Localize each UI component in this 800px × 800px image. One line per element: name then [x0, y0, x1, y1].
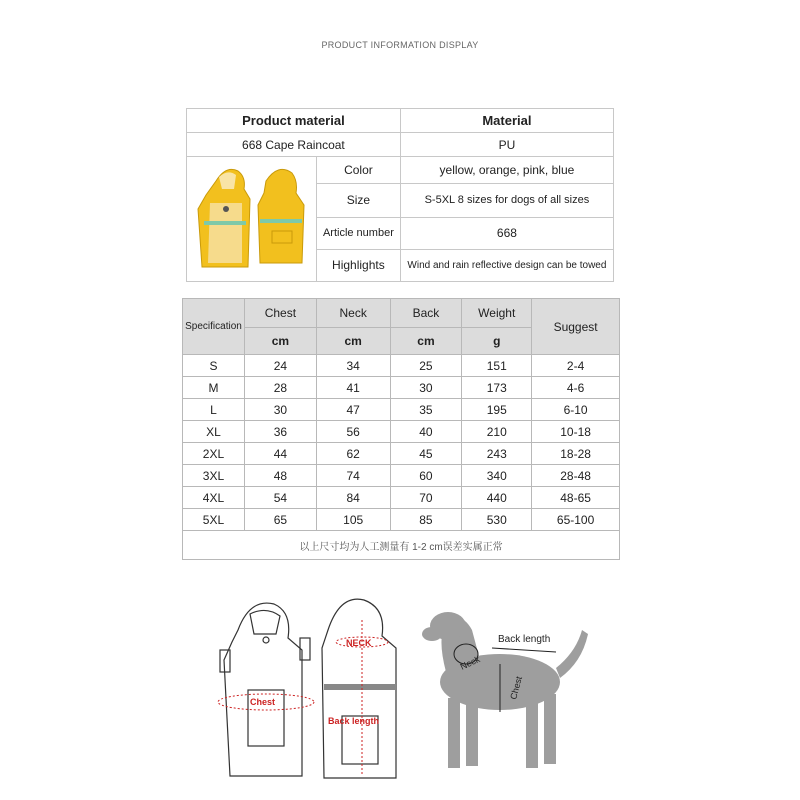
value-cell: 6-10 [532, 399, 620, 421]
size-cell: 5XL [183, 509, 245, 531]
value-cell: 34 [316, 355, 390, 377]
product-image [187, 157, 317, 282]
value-cell: 25 [390, 355, 462, 377]
product-material-label: Product material [187, 109, 401, 133]
chest-header: Chest [244, 299, 316, 328]
value-cell: 105 [316, 509, 390, 531]
dog-neck-label: Neck [458, 654, 482, 672]
size-row [183, 465, 620, 487]
value-cell: 243 [462, 443, 532, 465]
size-cell: 3XL [183, 465, 245, 487]
weight-unit: g [462, 328, 532, 355]
size-cell: M [183, 377, 245, 399]
value-cell: 41 [316, 377, 390, 399]
size-cell: 4XL [183, 487, 245, 509]
value-cell: 210 [462, 421, 532, 443]
highlights-label: Highlights [316, 249, 400, 281]
value-cell: 28-48 [532, 465, 620, 487]
value-cell: 56 [316, 421, 390, 443]
neck-unit: cm [316, 328, 390, 355]
size-row [183, 509, 620, 531]
size-cell: S [183, 355, 245, 377]
size-row [183, 487, 620, 509]
value-cell: 44 [244, 443, 316, 465]
value-cell: 440 [462, 487, 532, 509]
value-cell: 48 [244, 465, 316, 487]
value-cell: 173 [462, 377, 532, 399]
value-cell: 2-4 [532, 355, 620, 377]
size-row [183, 377, 620, 399]
page-header: PRODUCT INFORMATION DISPLAY [321, 40, 479, 50]
value-cell: 74 [316, 465, 390, 487]
raincoat-front-outline [220, 603, 310, 776]
material-label: Material [400, 109, 613, 133]
article-value: 668 [400, 217, 613, 249]
value-cell: 85 [390, 509, 462, 531]
neck-label: NECK [346, 638, 372, 648]
product-info-table [186, 108, 614, 282]
value-cell: 48-65 [532, 487, 620, 509]
value-cell: 60 [390, 465, 462, 487]
value-cell: 45 [390, 443, 462, 465]
color-value: yellow, orange, pink, blue [400, 157, 613, 184]
value-cell: 62 [316, 443, 390, 465]
value-cell: 4-6 [532, 377, 620, 399]
suggest-header: Suggest [532, 299, 620, 355]
value-cell: 24 [244, 355, 316, 377]
chest-label: Chest [250, 697, 276, 707]
value-cell: 65 [244, 509, 316, 531]
size-row [183, 443, 620, 465]
size-row [183, 355, 620, 377]
size-cell: 2XL [183, 443, 245, 465]
value-cell: 84 [316, 487, 390, 509]
value-cell: 340 [462, 465, 532, 487]
value-cell: 195 [462, 399, 532, 421]
value-cell: 30 [390, 377, 462, 399]
value-cell: 36 [244, 421, 316, 443]
specification-label: Specification [183, 299, 245, 355]
neck-header: Neck [316, 299, 390, 328]
measurement-diagram [200, 590, 620, 790]
product-name: 668 Cape Raincoat [187, 133, 401, 157]
back-length-label: Back length [328, 716, 380, 726]
value-cell: 40 [390, 421, 462, 443]
chest-unit: cm [244, 328, 316, 355]
raincoat-back-outline [322, 599, 396, 778]
dog-back-length-label: Back length [498, 634, 551, 645]
size-label: Size [316, 183, 400, 217]
size-row [183, 399, 620, 421]
value-cell: 65-100 [532, 509, 620, 531]
value-cell: 35 [390, 399, 462, 421]
value-cell: 18-28 [532, 443, 620, 465]
back-unit: cm [390, 328, 462, 355]
size-cell: XL [183, 421, 245, 443]
size-chart-table [182, 298, 620, 560]
raincoat-image [188, 159, 314, 277]
value-cell: 10-18 [532, 421, 620, 443]
measurement-note: 以上尺寸均为人工测量有 1-2 cm误差实属正常 [183, 531, 620, 560]
value-cell: 47 [316, 399, 390, 421]
value-cell: 530 [462, 509, 532, 531]
value-cell: 28 [244, 377, 316, 399]
value-cell: 54 [244, 487, 316, 509]
value-cell: 70 [390, 487, 462, 509]
dog-back-length-line [492, 648, 556, 652]
size-row [183, 421, 620, 443]
weight-header: Weight [462, 299, 532, 328]
size-value: S-5XL 8 sizes for dogs of all sizes [400, 183, 613, 217]
value-cell: 151 [462, 355, 532, 377]
dog-chest-label: Chest [508, 675, 525, 701]
value-cell: 30 [244, 399, 316, 421]
color-label: Color [316, 157, 400, 184]
material-value: PU [400, 133, 613, 157]
size-cell: L [183, 399, 245, 421]
highlights-value: Wind and rain reflective design can be towed [400, 249, 613, 281]
article-label: Article number [316, 217, 400, 249]
back-header: Back [390, 299, 462, 328]
